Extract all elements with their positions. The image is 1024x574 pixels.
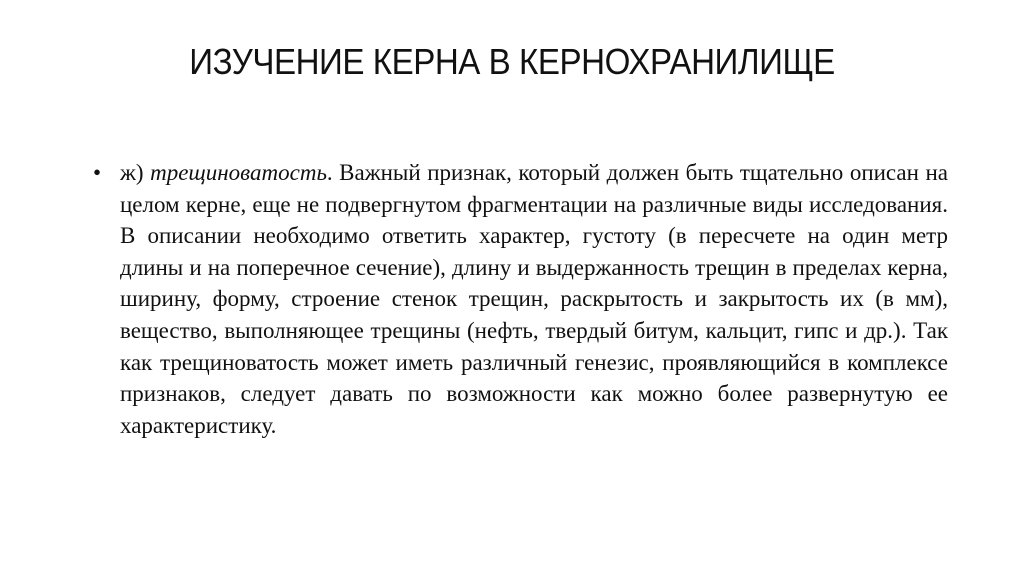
- bullet-marker: •: [93, 160, 102, 185]
- bullet-text: . Важный признак, который должен быть тщательно описан на целом керне, еще не подвергнутом фрагментации на различные виды исследования. В описании необходимо ответить характер, густоту (в пересчете на один метр длины и на поперечное сечение), длину и выдержанность трещин в пределах керна, ширину, форму, строение стенок трещин, раскрытость и закрытость их (в мм), вещество, выполняющее трещины (нефть, твердый битум, кальцит, гипс и др.). Так как трещиноватость может иметь различный генезис, проявляющийся в комплексе признаков, следует давать по возможности как можно более развернутую ее характеристику.: [120, 160, 948, 438]
- bullet-term: трещиноватость: [150, 160, 327, 185]
- bullet-paragraph: [93, 157, 948, 441]
- bullet-prefix: ж): [120, 160, 151, 185]
- slide-title: ИЗУЧЕНИЕ КЕРНА В КЕРНОХРАНИЛИЩЕ: [189, 41, 835, 82]
